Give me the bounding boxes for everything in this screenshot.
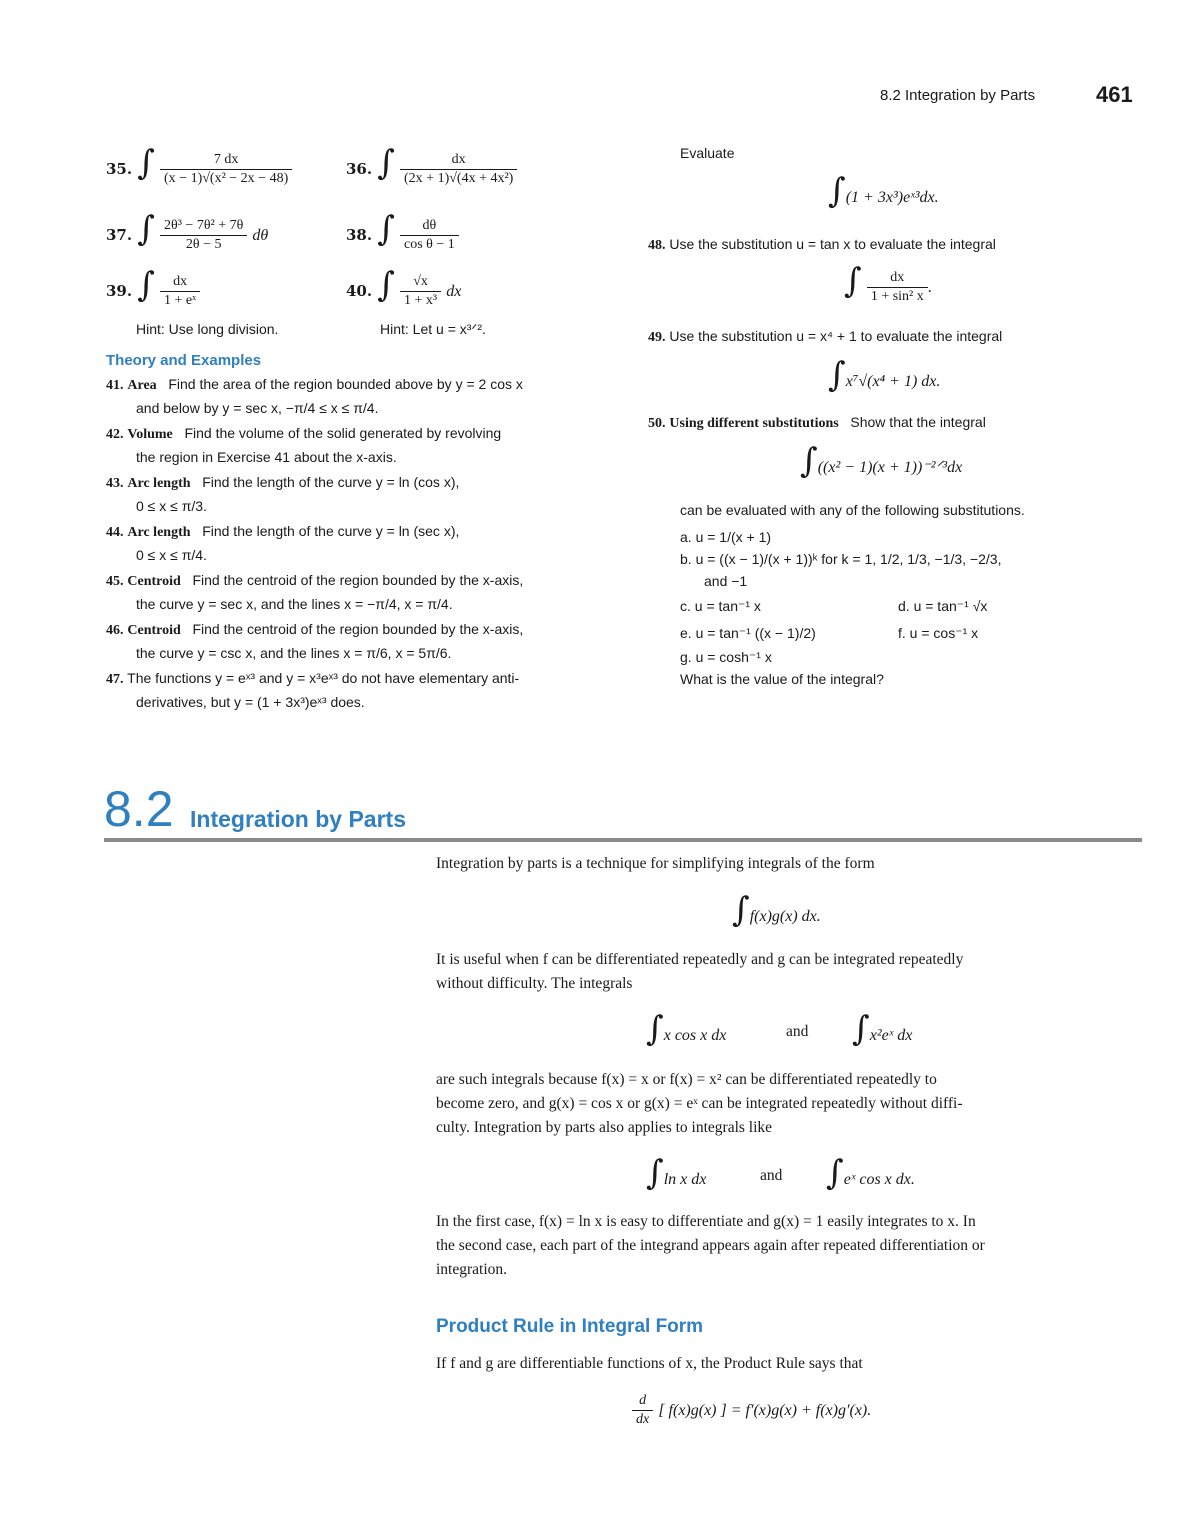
page-number: 461 [1096, 82, 1133, 107]
product-rule-equation: $\frac{d}{dx}$ [ f(x)g(x) ] = f′(x)g(x) + f(x)g′(x). [632, 1392, 871, 1429]
exercise-50-integral: ∫((x² − 1)(x + 1))⁻²ᐟ³dx [800, 441, 963, 481]
exercise-50: 50. Using different substitutions Show that the integral [648, 414, 986, 431]
hint-40: Hint: Let u = x³ᐟ². [380, 321, 486, 337]
integral-3b: ∫eˣ cos x dx. [826, 1153, 915, 1193]
section-number: 8.2 [104, 781, 174, 837]
exercise-50-options: can be evaluated with any of the following substitutions. a. u = 1/(x + 1) b. u = ((x − 1)/(x + 1))ᵏ for k = 1, 1/2, 1/3, −1/3, −2/3, and −1 c. u = tan⁻¹ x d. u = tan⁻¹ √x e. u = tan⁻¹ ((x − 1)/2) f. u = cos⁻¹ x g. u = cosh⁻¹ x What is the value of the integral? [680, 502, 1025, 687]
exercise-37: 37. ∫ $\frac{\text{2θ³ − 7θ² + 7θ}}{2\theta - 5}$ dθ [106, 209, 269, 252]
integral-2b: ∫x²eˣ dx [852, 1009, 913, 1049]
integral-1: ∫f(x)g(x) dx. [732, 890, 821, 930]
exercise-39: 39. ∫ $\frac{dx}{\text{1 + eˣ}}$ [106, 268, 200, 310]
evaluate-integral: ∫(1 + 3x³)eˣ³dx. [828, 171, 939, 211]
exercise-48: 48. Use the substitution u = tan x to evaluate the integral [648, 236, 996, 253]
evaluate-label: Evaluate [680, 145, 735, 161]
theory-heading: Theory and Examples [106, 352, 262, 369]
exercise-47: 47. The functions y = eˣ³ and y = x³eˣ³ do not have elementary anti- derivatives, but y = (1 + 3x³)eˣ³ does. [106, 670, 520, 710]
exercise-46: 46. Centroid Find the centroid of the region bounded by the x-axis, the curve y = csc x, and the lines x = π/6, x = 5π/6. [106, 621, 524, 661]
exercise-49: 49. Use the substitution u = x⁴ + 1 to evaluate the integral [648, 328, 1003, 345]
paragraph-5: If f and g are differentiable functions of x, the Product Rule says that [436, 1355, 863, 1372]
and-2: and [760, 1167, 783, 1184]
exercise-42: 42. Volume Find the volume of the solid generated by revolving the region in Exercise 41 about the x-axis. [106, 425, 502, 465]
running-head: 8.2 Integration by Parts [880, 87, 1036, 104]
exercise-48-integral: ∫ $\frac{dx}{\text{1 + sin² x}}$ . [844, 261, 932, 304]
hint-39: Hint: Use long division. [136, 321, 279, 337]
exercise-44: 44. Arc length Find the length of the curve y = ln (sec x), 0 ≤ x ≤ π/4. [106, 523, 460, 563]
exercise-49-integral: ∫x⁷√(x⁴ + 1) dx. [828, 355, 941, 395]
exercise-35: 35. ∫ $\frac{7 dx}{\text{(x − 1)√(x² − 2x − 48)}}$ [106, 146, 292, 188]
exercise-41: 41. Area Find the area of the region bounded above by y = 2 cos x and below by y = sec x, −π/4 ≤ x ≤ π/4. [106, 376, 523, 416]
section-title: Integration by Parts [190, 806, 406, 832]
exercise-43: 43. Arc length Find the length of the curve y = ln (cos x), 0 ≤ x ≤ π/3. [106, 474, 460, 514]
paragraph-2: It is useful when f can be differentiated repeatedly and g can be integrated repeatedly without difficulty. The integrals [436, 951, 964, 992]
integral-2a: ∫x cos x dx [646, 1009, 727, 1049]
integral-3a: ∫ln x dx [646, 1153, 707, 1193]
exercise-40: 40. ∫ $\frac{√x}{\text{1 + x³}}$ dx [346, 265, 462, 308]
subheading-product-rule: Product Rule in Integral Form [436, 1316, 704, 1337]
paragraph-4: In the first case, f(x) = ln x is easy to differentiate and g(x) = 1 easily integrates to x. In the second case, each part of the integrand appears again after repeated differentiation or integration. [436, 1213, 985, 1278]
paragraph-3: are such integrals because f(x) = x or f(x) = x² can be differentiated repeatedly to become zero, and g(x) = cos x or g(x) = eˣ can be integrated repeatedly without diffi- culty. Integration by parts also applies to integrals like [436, 1071, 963, 1136]
section-rule [104, 838, 1142, 842]
exercise-38: 38. ∫ $\frac{d\theta}{\text{cos θ − 1}}$ [346, 212, 459, 254]
and-1: and [786, 1023, 809, 1040]
exercise-36: 36. ∫ $\frac{dx}{\text{(2x + 1)√(4x + 4x²)}}$ [346, 146, 517, 188]
paragraph-1: Integration by parts is a technique for simplifying integrals of the form [436, 855, 875, 872]
exercise-45: 45. Centroid Find the centroid of the region bounded by the x-axis, the curve y = sec x, and the lines x = −π/4, x = π/4. [106, 572, 524, 612]
